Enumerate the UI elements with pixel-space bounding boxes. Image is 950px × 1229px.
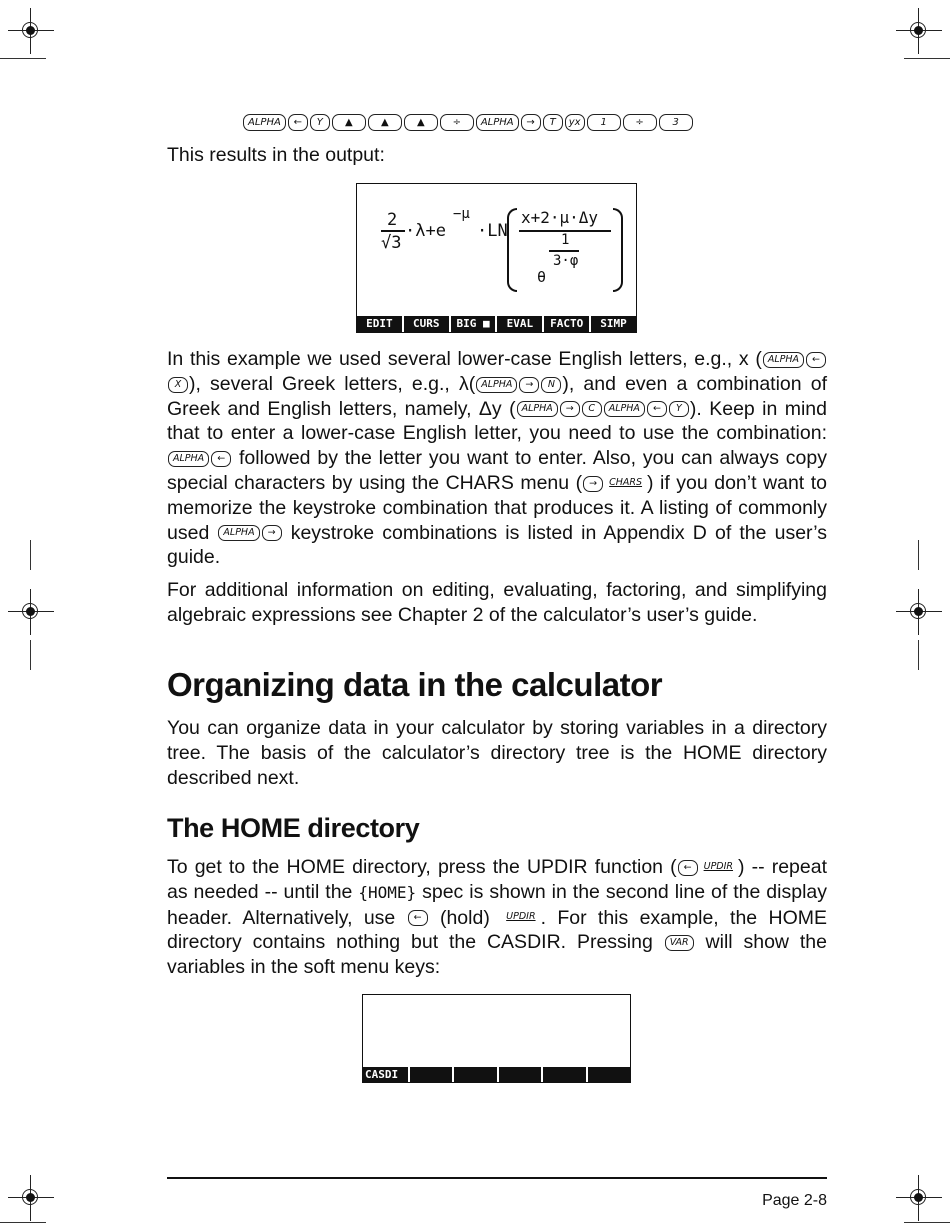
text-run: ). Keep in mind that to enter a lower-case English letter, you need to use the combination: bbox=[167, 397, 827, 445]
key-up: ▲ bbox=[332, 114, 366, 131]
key-alpha: ALPHA bbox=[763, 352, 804, 368]
crop-line bbox=[30, 540, 31, 570]
key-left-shift: ← bbox=[647, 401, 667, 417]
subsection-heading: The HOME directory bbox=[167, 813, 420, 843]
fraction-bar bbox=[381, 230, 405, 232]
registration-mark bbox=[8, 8, 54, 54]
softkey-empty[interactable] bbox=[543, 1067, 588, 1082]
key-updir-label: UPDIR bbox=[700, 860, 737, 876]
output-intro: This results in the output: bbox=[167, 144, 385, 166]
key-alpha: ALPHA bbox=[243, 114, 286, 131]
crop-line bbox=[918, 540, 919, 570]
crop-line bbox=[904, 1222, 950, 1223]
key-alpha: ALPHA bbox=[168, 451, 209, 467]
registration-mark bbox=[8, 1175, 54, 1221]
key-up: ▲ bbox=[368, 114, 402, 131]
text-run: In this example we used several lower-case English letters, e.g., x ( bbox=[167, 348, 762, 370]
key-n: N bbox=[541, 377, 561, 393]
coef-denominator: √3 bbox=[381, 233, 402, 253]
key-right-shift: → bbox=[560, 401, 580, 417]
equation-display bbox=[381, 206, 621, 296]
softkey-big[interactable]: BIG ■ bbox=[451, 316, 498, 332]
crop-line bbox=[30, 640, 31, 670]
section-heading: Organizing data in the calculator bbox=[167, 666, 663, 703]
text-run: (hold) bbox=[428, 906, 502, 929]
crop-line bbox=[0, 58, 46, 59]
registration-mark bbox=[896, 589, 942, 635]
crop-line bbox=[918, 640, 919, 670]
key-right-shift: → bbox=[519, 377, 539, 393]
fraction-top: x+2·μ·Δy bbox=[521, 208, 599, 227]
key-alpha: ALPHA bbox=[476, 377, 517, 393]
key-chars-label: CHARS bbox=[605, 476, 646, 492]
key-alpha: ALPHA bbox=[218, 525, 259, 541]
key-right-shift: → bbox=[262, 525, 282, 541]
text-run: ) -- repeat as needed -- until the bbox=[167, 856, 827, 903]
soft-menu-bar bbox=[357, 316, 636, 332]
key-left-shift: ← bbox=[408, 910, 428, 926]
key-var: VAR bbox=[665, 935, 694, 951]
key-alpha: ALPHA bbox=[517, 401, 558, 417]
paren-left bbox=[507, 208, 517, 292]
key-left-shift: ← bbox=[678, 860, 698, 876]
text-run: ), several Greek letters, e.g., λ( bbox=[189, 372, 476, 395]
inner-numerator: 1 bbox=[561, 232, 570, 248]
key-power: yx bbox=[565, 114, 585, 131]
registration-mark bbox=[896, 1175, 942, 1221]
key-alpha: ALPHA bbox=[604, 401, 645, 417]
expr-rest: ·λ+e bbox=[405, 221, 446, 241]
key-divide: ÷ bbox=[440, 114, 474, 131]
key-y: Y bbox=[310, 114, 330, 131]
soft-menu-bar bbox=[363, 1067, 630, 1082]
key-three: 3 bbox=[659, 114, 693, 131]
softkey-empty[interactable] bbox=[588, 1067, 631, 1082]
key-t: T bbox=[543, 114, 563, 131]
paragraph-organize: You can organize data in your calculator by storing variables in a directory tree. The basis of the calculator’s directory tree is the HOME directory described next. bbox=[167, 717, 827, 789]
softkey-facto[interactable]: FACTO bbox=[544, 316, 591, 332]
paren-right bbox=[613, 208, 623, 292]
key-y: Y bbox=[669, 401, 689, 417]
key-right-shift: → bbox=[583, 476, 603, 492]
paragraph-home bbox=[167, 855, 827, 980]
text-run: keystroke combinations is listed in Appendix D of the user’s guide. bbox=[167, 521, 827, 569]
keystroke-sequence bbox=[242, 114, 694, 132]
key-one: 1 bbox=[587, 114, 621, 131]
footer-rule bbox=[167, 1177, 827, 1179]
key-up: ▲ bbox=[404, 114, 438, 131]
key-left-shift: ← bbox=[288, 114, 308, 131]
home-spec: {HOME} bbox=[358, 882, 417, 902]
paragraph-letters bbox=[167, 347, 827, 570]
text-run: To get to the HOME directory, press the UPDIR function ( bbox=[167, 856, 677, 878]
softkey-empty[interactable] bbox=[499, 1067, 544, 1082]
key-left-shift: ← bbox=[806, 352, 826, 368]
text-run: . For this example, the HOME directory contains nothing but the CASDIR. Pressing bbox=[167, 906, 827, 954]
paragraph-additional-info: For additional information on editing, evaluating, factoring, and simplifying algebraic expressions see Chapter 2 of the calculator’s user’s guide. bbox=[167, 579, 827, 626]
calculator-screen bbox=[362, 994, 631, 1083]
coef-numerator: 2 bbox=[387, 210, 398, 230]
softkey-casdir[interactable]: CASDI bbox=[363, 1067, 410, 1082]
inner-denominator: θ bbox=[537, 268, 547, 286]
softkey-curs[interactable]: CURS bbox=[404, 316, 451, 332]
key-c: C bbox=[582, 401, 602, 417]
crop-line bbox=[904, 58, 950, 59]
page-number: Page 2-8 bbox=[762, 1192, 827, 1209]
exponent: −μ bbox=[453, 206, 470, 222]
fraction-bar bbox=[549, 250, 579, 252]
key-left-shift: ← bbox=[211, 451, 231, 467]
key-divide: ÷ bbox=[623, 114, 657, 131]
text-run: followed by the letter you want to enter. Also, you can always copy special characters by using the CHARS menu ( bbox=[167, 447, 827, 494]
text-run: ) if you don’t want to memorize the keystroke combination that produces it. A listing of commonly used bbox=[167, 471, 827, 544]
text-run: spec is shown in the second line of the display header. Alternatively, use bbox=[167, 880, 828, 929]
text-run: ), and even a combination of Greek and English letters, namely, Δy ( bbox=[167, 372, 828, 420]
inner-exponent: 3·φ bbox=[553, 253, 579, 269]
crop-line bbox=[0, 1222, 46, 1223]
softkey-edit[interactable]: EDIT bbox=[357, 316, 404, 332]
registration-mark bbox=[8, 589, 54, 635]
key-updir-label: UPDIR bbox=[502, 910, 539, 926]
key-right-shift: → bbox=[521, 114, 541, 131]
softkey-empty[interactable] bbox=[410, 1067, 455, 1082]
softkey-empty[interactable] bbox=[454, 1067, 499, 1082]
softkey-simp[interactable]: SIMP bbox=[600, 317, 627, 330]
key-alpha: ALPHA bbox=[476, 114, 519, 131]
text-run: will show the variables in the soft menu keys: bbox=[167, 931, 827, 979]
softkey-eval[interactable]: EVAL bbox=[497, 316, 544, 332]
calculator-screen bbox=[356, 183, 637, 333]
function-ln: ·LN bbox=[477, 221, 508, 241]
registration-mark bbox=[896, 8, 942, 54]
key-x: X bbox=[168, 377, 188, 393]
